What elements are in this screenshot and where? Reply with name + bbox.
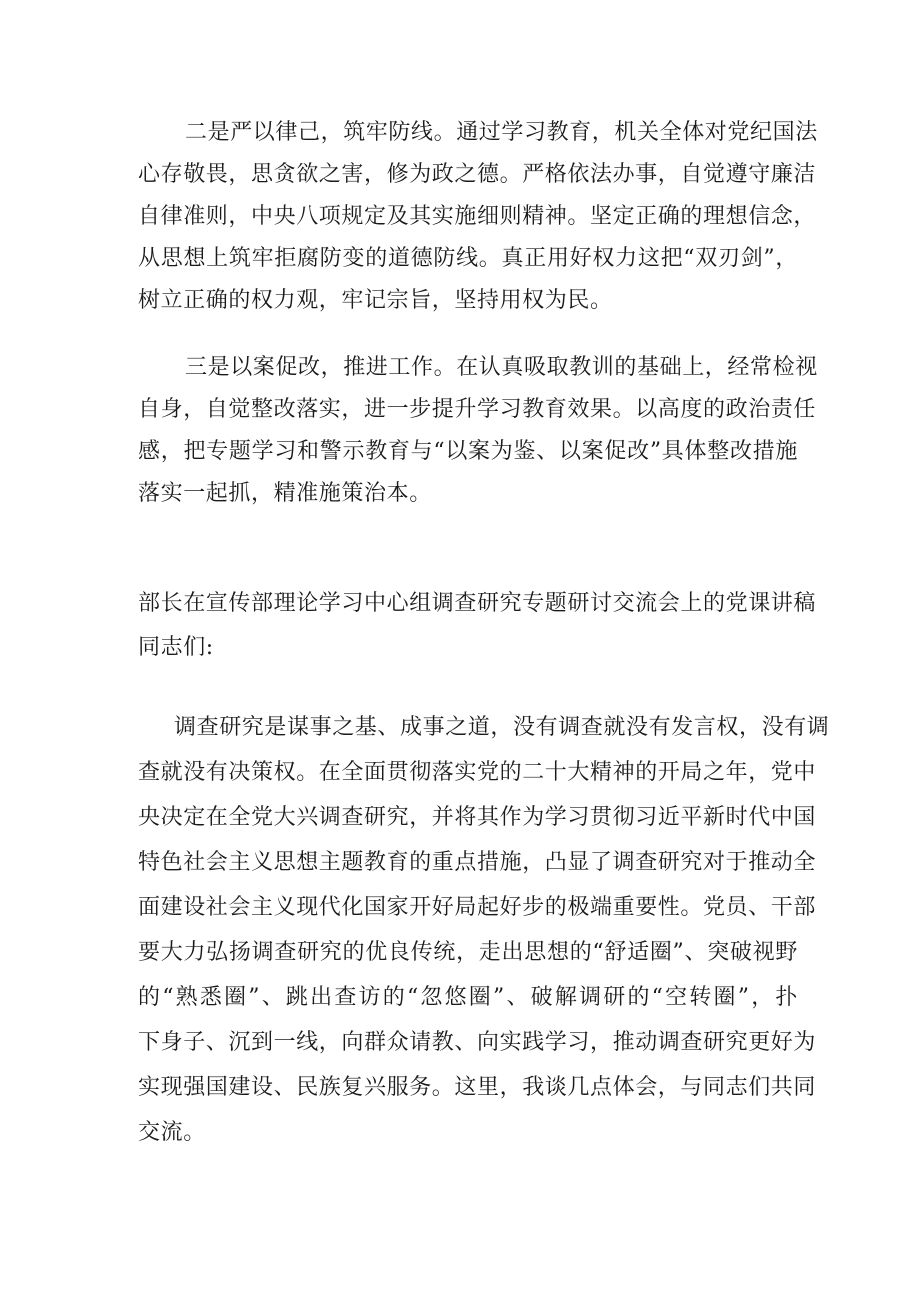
paragraph-discipline	[138, 112, 818, 322]
paragraph-line: 要大力弘扬调查研究的优良传统，走出思想的“舒适圈”、突破视野	[138, 940, 798, 965]
speech-heading	[138, 582, 817, 670]
paragraph-line: 交流。	[138, 1120, 206, 1145]
salutation: 同志们:	[138, 635, 214, 660]
paragraph-line: 特色社会主义思想主题教育的重点措施，凸显了调查研究对于推动全	[138, 850, 817, 875]
paragraph-line: 三是以案促改，推进工作。在认真吸取教训的基础上，经常检视	[185, 355, 818, 380]
paragraph-line: 二是严以律己，筑牢防线。通过学习教育，机关全体对党纪国法	[185, 120, 818, 145]
speech-title: 部长在宣传部理论学习中心组调查研究专题研讨交流会上的党课讲稿	[138, 591, 817, 616]
paragraph-line: 心存敬畏，思贪欲之害，修为政之德。严格依法办事，自觉遵守廉洁	[138, 162, 817, 187]
paragraph-line: 树立正确的权力观，牢记宗旨，坚持用权为民。	[138, 288, 613, 313]
paragraph-line: 面建设社会主义现代化国家开好局起好步的极端重要性。党员、干部	[138, 895, 817, 920]
paragraph-line: 从思想上筑牢拒腐防变的道德防线。真正用好权力这把“双刃剑”，	[138, 246, 798, 271]
paragraph-line: 自律准则，中央八项规定及其实施细则精神。坚定正确的理想信念，	[138, 204, 817, 229]
paragraph-line: 的“熟悉圈”、跳出查访的“忽悠圈”、破解调研的“空转圈”，扑	[138, 985, 798, 1010]
paragraph-line: 下身子、沉到一线，向群众请教、向实践学习，推动调查研究更好为	[138, 1030, 817, 1055]
paragraph-line: 自身，自觉整改落实，进一步提升学习教育效果。以高度的政治责任	[138, 397, 817, 422]
paragraph-line: 查就没有决策权。在全面贯彻落实党的二十大精神的开局之年，党中	[138, 760, 817, 785]
paragraph-line: 实现强国建设、民族复兴服务。这里，我谈几点体会，与同志们共同	[138, 1075, 817, 1100]
paragraph-line: 调查研究是谋事之基、成事之道，没有调查就没有发言权，没有调	[174, 715, 830, 740]
paragraph-line: 落实一起抓，精准施策治本。	[138, 481, 432, 506]
paragraph-rectification	[138, 347, 818, 515]
paragraph-investigation	[138, 705, 830, 1155]
paragraph-line: 央决定在全党大兴调查研究，并将其作为学习贯彻习近平新时代中国	[138, 805, 817, 830]
paragraph-line: 感，把专题学习和警示教育与“以案为鉴、以案促改”具体整改措施	[138, 439, 798, 464]
